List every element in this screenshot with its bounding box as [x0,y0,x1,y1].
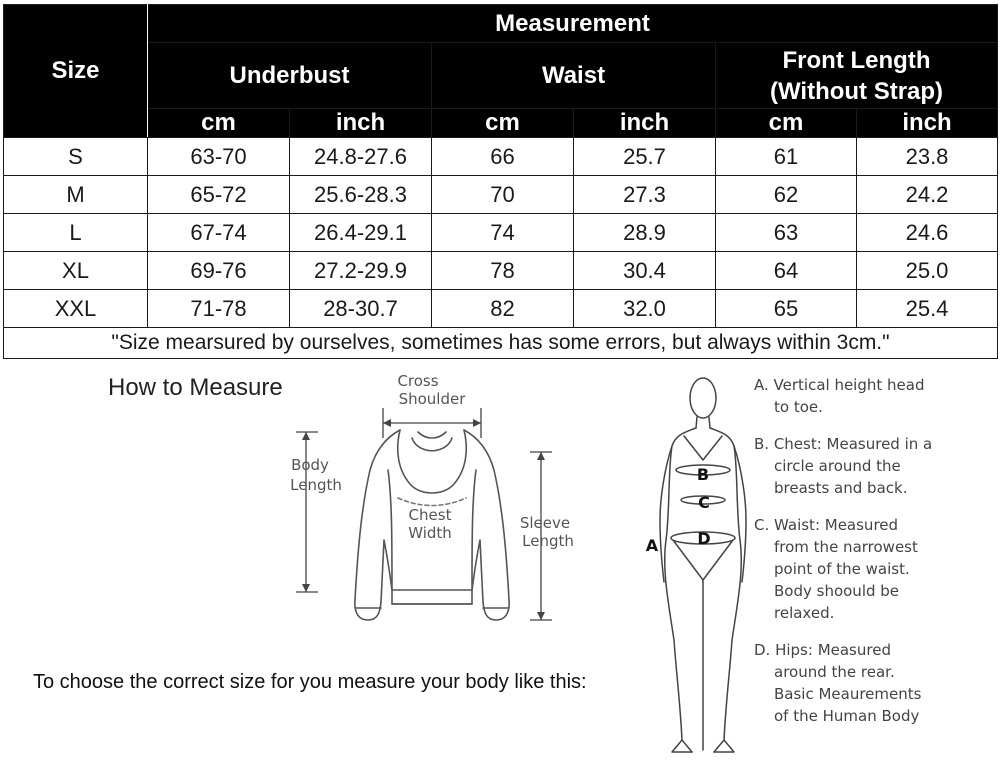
legend-line: of the Human Body [774,707,920,725]
cross-shoulder-label-2: Shoulder [398,390,466,408]
unit-inch: inch [574,109,716,138]
body-length-label-1: Body [291,456,329,474]
table-cell: 63 [716,214,857,252]
legend-line: point of the waist. [774,560,910,578]
unit-cm: cm [148,109,290,138]
table-cell: 74 [432,214,574,252]
body-label-a: A [645,536,659,555]
legend-line: relaxed. [774,604,835,622]
legend-line: Basic Meaurements [774,685,922,703]
legend-line: to toe. [774,398,823,416]
size-note: "Size mearsured by ourselves, sometimes has some errors, but always within 3cm." [4,328,998,359]
size-cell: L [4,214,148,252]
size-chart-table [3,4,998,359]
front-length-header [716,43,998,109]
chest-width-label-2: Width [408,524,452,542]
unit-cm: cm [716,109,857,138]
size-cell: S [4,138,148,176]
legend-line: A. Vertical height head [754,376,925,394]
measurement-legend [754,374,990,742]
body-length-label-2: Length [290,476,342,494]
size-cell: M [4,176,148,214]
table-cell: 64 [716,252,857,290]
table-cell: 69-76 [148,252,290,290]
table-row [4,290,998,328]
table-cell: 24.8-27.6 [290,138,432,176]
table-cell: 27.3 [574,176,716,214]
legend-line: circle around the [774,457,901,475]
table-cell: 67-74 [148,214,290,252]
table-cell: 82 [432,290,574,328]
size-cell: XL [4,252,148,290]
legend-item-c [754,514,990,624]
table-cell: 71-78 [148,290,290,328]
table-cell: 63-70 [148,138,290,176]
table-cell: 61 [716,138,857,176]
body-figure [660,378,746,752]
size-header: Size [4,5,148,138]
legend-line: C. Waist: Measured [754,516,899,534]
table-cell: 25.0 [857,252,998,290]
table-cell: 65-72 [148,176,290,214]
legend-item-d [754,639,990,727]
sleeve-length-label-2: Length [522,532,574,550]
table-cell: 24.2 [857,176,998,214]
cross-shoulder-label-1: Cross [397,372,439,390]
unit-cm: cm [432,109,574,138]
table-cell: 62 [716,176,857,214]
measurement-header: Measurement [148,5,998,43]
body-label-d: D [697,529,711,548]
size-cell: XXL [4,290,148,328]
table-cell: 23.8 [857,138,998,176]
table-cell: 65 [716,290,857,328]
table-cell: 66 [432,138,574,176]
table-cell: 25.7 [574,138,716,176]
front-length-line1: Front Length [782,46,931,74]
legend-line: breasts and back. [774,479,908,497]
table-cell: 25.4 [857,290,998,328]
table-cell: 78 [432,252,574,290]
legend-line: around the rear. [774,663,895,681]
table-cell: 24.6 [857,214,998,252]
underbust-header: Underbust [148,43,432,109]
legend-line: Body shoould be [774,582,900,600]
chest-width-label-1: Chest [408,506,452,524]
table-cell: 28.9 [574,214,716,252]
table-cell: 28-30.7 [290,290,432,328]
body-label-b: B [696,465,710,484]
table-cell: 70 [432,176,574,214]
table-row [4,138,998,176]
waist-header: Waist [432,43,716,109]
table-cell: 26.4-29.1 [290,214,432,252]
choose-size-instruction: To choose the correct size for you measure your body like this: [33,671,587,693]
table-row [4,252,998,290]
legend-item-a [754,374,990,418]
legend-line: from the narrowest [774,538,918,556]
table-cell: 27.2-29.9 [290,252,432,290]
table-row [4,214,998,252]
legend-item-b [754,433,990,499]
sleeve-length-label-1: Sleeve [519,514,571,532]
legend-line: D. Hips: Measured [754,641,891,659]
table-cell: 30.4 [574,252,716,290]
table-cell: 25.6-28.3 [290,176,432,214]
unit-inch: inch [290,109,432,138]
table-cell: 32.0 [574,290,716,328]
legend-line: B. Chest: Measured in a [754,435,933,453]
how-to-measure-title: How to Measure [108,374,283,401]
unit-inch: inch [857,109,998,138]
table-row [4,176,998,214]
front-length-line2: (Without Strap) [769,77,944,105]
body-label-c: C [698,493,710,512]
